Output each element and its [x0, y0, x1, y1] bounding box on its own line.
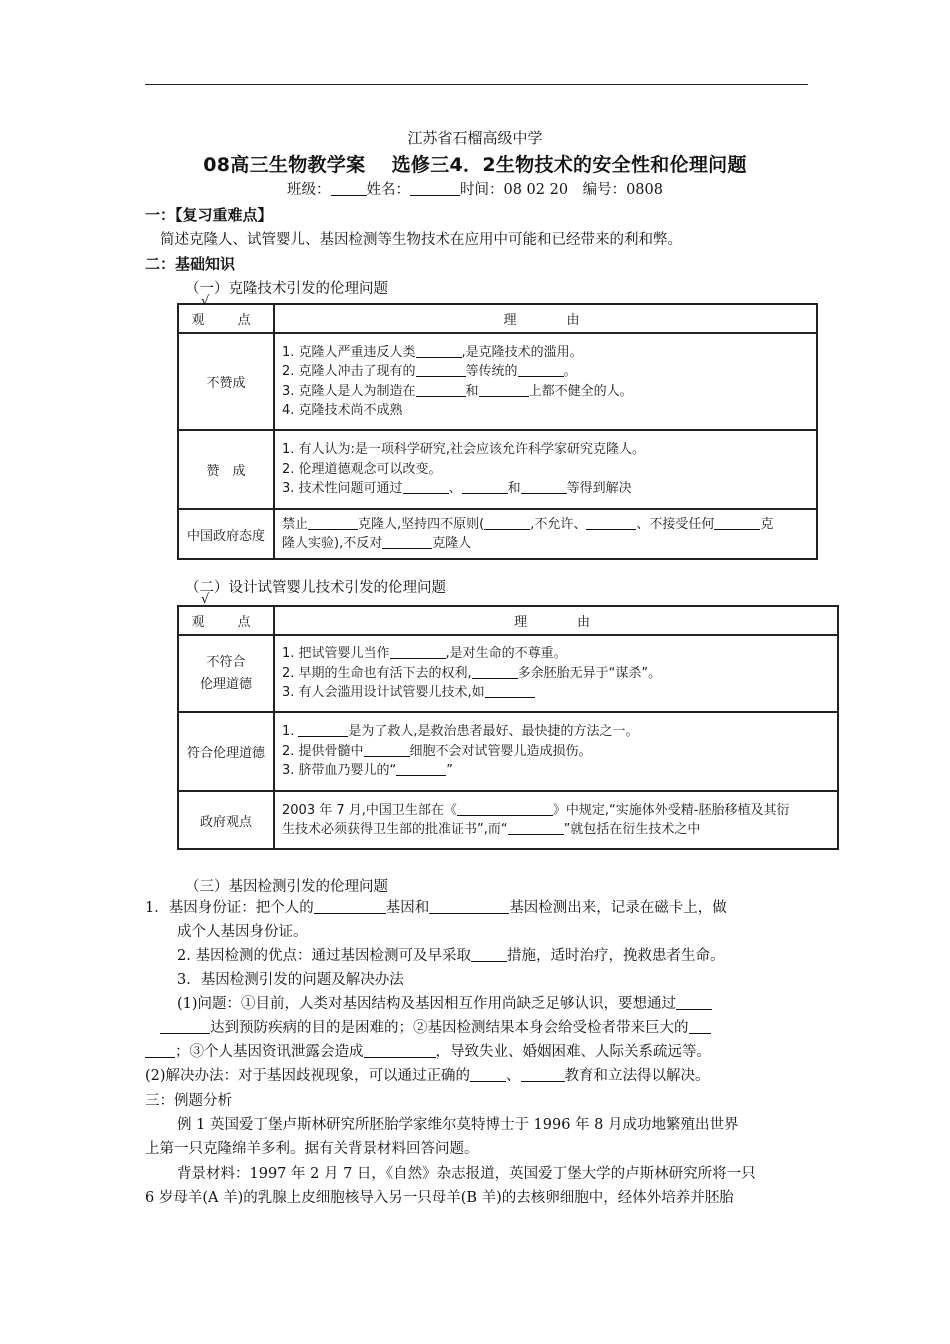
- reason-cell: 1. 是为了救人,是救治患者最好、最快捷的方法之一。 2. 提供骨髓中 细胞不会对试管婴儿造成损伤。 3. 脐带血乃婴儿的“ ”: [274, 712, 838, 791]
- check-mark: √: [201, 592, 210, 607]
- view-cell: 不符合 伦理道德: [178, 635, 274, 712]
- view-cell: 中国政府态度: [178, 509, 274, 559]
- reason-cell: 2003 年 7 月,中国卫生部在《 》中规定,“实施体外受精-胚胎移植及其衍 生技术必须获得卫生部的批准证书”,而“ ”就包括在衍生技术之中: [274, 791, 838, 849]
- name-blank: [410, 181, 460, 197]
- gene-test-problems-cont: 达到预防疾病的目的是困难的；②基因检测结果本身会给受检者带来巨大的: [160, 1017, 711, 1041]
- meta-time-label: 时间：08 02 20 编号：0808: [460, 182, 663, 198]
- meta-name-label: 姓名：: [366, 182, 410, 198]
- table-row: [178, 791, 838, 849]
- subsection-3-title: （三）基因检测引发的伦理问题: [185, 879, 388, 895]
- reason-cell: 1. 有人认为:是一项科学研究,社会应该允许科学家研究克隆人。 2. 伦理道德观念可以改变。 3. 技术性问题可通过 、 和 等得到解决: [274, 430, 817, 509]
- table-row: [178, 606, 838, 635]
- view-cell: 赞 成: [178, 430, 274, 509]
- table-row: [178, 712, 838, 791]
- header-cell-reason: 理 由: [274, 606, 838, 635]
- table-row: [178, 635, 838, 712]
- table-row: [178, 430, 817, 509]
- section3-heading: 三：例题分析: [145, 1093, 232, 1109]
- view-cell: 不赞成: [178, 333, 274, 430]
- header-rule: [145, 84, 808, 85]
- class-blank: [331, 181, 367, 197]
- meta-line: [0, 178, 950, 199]
- gene-test-solution: (2)解决办法：对于基因歧视现象，可以通过正确的 、 教育和立法得以解决。: [145, 1068, 710, 1084]
- view-cell: 符合伦理道德: [178, 712, 274, 791]
- reason-cell: 禁止 克隆人,坚持四不原则( ,不允许、 、不接受任何 克 隆人实验),不反对 克隆人: [274, 509, 817, 559]
- cloning-ethics-table: [177, 303, 818, 560]
- check-mark: √: [201, 294, 210, 309]
- meta-class-label: 班级：: [287, 182, 331, 198]
- table-row: [178, 509, 817, 559]
- page-title: 08高三生物教学案 选修三4．2生物技术的安全性和伦理问题: [203, 154, 747, 176]
- example-1-line1: 例 1 英国爱丁堡卢斯林研究所胚胎学家维尔莫特博士于 1996 年 8 月成功地繁殖出世界: [177, 1117, 739, 1133]
- section2-heading: 二：基础知识: [145, 255, 236, 273]
- view-cell: 政府观点: [178, 791, 274, 849]
- table-row: [178, 333, 817, 430]
- gene-test-problems: (1)问题：①目前，人类对基因结构及基因相互作用尚缺乏足够认识，要想通过: [177, 993, 712, 1017]
- gene-id-paragraph: 1．基因身份证：把个人的 基因和 基因检测出来，记录在磁卡上，做: [145, 900, 727, 916]
- school-name: 江苏省石榴高级中学: [407, 129, 543, 147]
- gene-test-advantage: 2. 基因检测的优点：通过基因检测可及早采取 措施，适时治疗，挽救患者生命。: [177, 948, 725, 964]
- reason-cell: 1. 克隆人严重违反人类 ,是克隆技术的滥用。 2. 克隆人冲击了现有的 等传统的 。 3. 克隆人是人为制造在 和 上都不健全的人。 4. 克隆技术尚不成熟: [274, 333, 817, 430]
- example-1-line2: 上第一只克隆绵羊多利。据有关背景材料回答问题。: [145, 1141, 479, 1157]
- subsection-2-title: （二）设计试管婴儿技术引发的伦理问题: [185, 580, 446, 596]
- ivf-ethics-table: [177, 605, 839, 850]
- background-line2: 6 岁母羊(A 羊)的乳腺上皮细胞核导入另一只母羊(B 羊)的去核卵细胞中，经体外培养并胚胎: [145, 1190, 734, 1206]
- reason-cell: 1. 把试管婴儿当作 ,是对生命的不尊重。 2. 早期的生命也有活下去的权利, 多余胚胎无异于“谋杀”。 3. 有人会滥用设计试管婴儿技术,如: [274, 635, 838, 712]
- gene-test-issues-title: 3．基因检测引发的问题及解决办法: [177, 972, 404, 988]
- section1-heading: 一：【复习重难点】: [145, 206, 273, 224]
- subsection-1-title: （一）克隆技术引发的伦理问题: [185, 281, 388, 297]
- gene-id-paragraph-cont: 成个人基因身份证。: [177, 924, 308, 940]
- header-cell-reason: 理 由: [274, 304, 817, 333]
- gene-test-problems-cont2: ；③个人基因资讯泄露会造成 ，导致失业、婚姻困难、人际关系疏远等。: [145, 1041, 711, 1065]
- header-cell-view: 观 点: [178, 606, 274, 635]
- section1-body: 简述克隆人、试管婴儿、基因检测等生物技术在应用中可能和已经带来的利和弊。: [160, 232, 682, 248]
- table-row: [178, 304, 817, 333]
- background-line1: 背景材料：1997 年 2 月 7 日，《自然》杂志报道，英国爱丁堡大学的卢斯林研究所将一只: [177, 1166, 756, 1182]
- header-cell-view: 观 点: [178, 304, 274, 333]
